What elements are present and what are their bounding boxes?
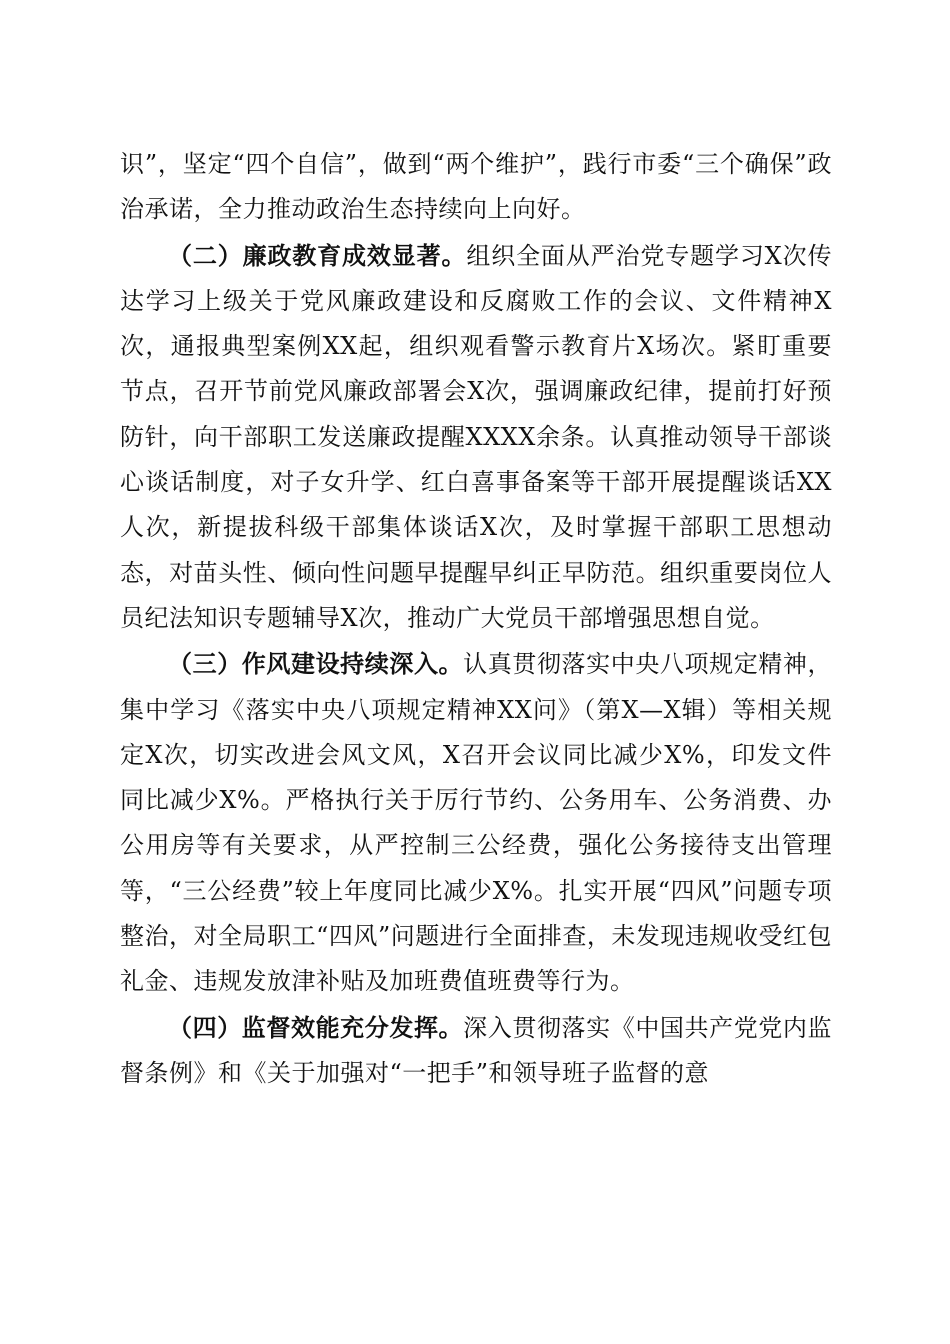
paragraph-supervision	[120, 1005, 832, 1097]
paragraph-integrity-education	[120, 233, 832, 642]
paragraph-body: 认真贯彻落实中央八项规定精神，集中学习《落实中央八项规定精神XX问》（第X—X辑）等相关规定X次，切实改进会风文风，X召开会议同比减少X%，印发文件同比减少X%。严格执行关于厉行节约、公务用车、公务消费、办公用房等有关要求，从严控制三公经费，强化公务接待支出管理等，“三公经费”较上年度同比减少X%。扎实开展“四风”问题专项整治，对全局职工“四风”问题进行全面排查，未发现违规收受红包礼金、违规发放津补贴及加班费值班费等行为。	[120, 650, 833, 996]
paragraph-body: 深入贯彻落实《中国共产党党内监督条例》和《关于加强对“一把手”和领导班子监督的意	[120, 1013, 833, 1087]
document-body	[120, 142, 832, 1096]
paragraph-body: 识”，坚定“四个自信”，做到“两个维护”，践行市委“三个确保”政治承诺，全力推动政治生态持续向上向好。	[120, 150, 832, 224]
section-heading-supervision: （四）监督效能充分发挥。	[168, 1012, 464, 1042]
section-heading-work-style: （三）作风建设持续深入。	[168, 649, 464, 679]
paragraph-body: 组织全面从严治党专题学习X次传达学习上级关于党风廉政建设和反腐败工作的会议、文件精神X次，通报典型案例XX起，组织观看警示教育片X场次。紧盯重要节点，召开节前党风廉政部署会X次，强调廉政纪律，提前打好预防针，向干部职工发送廉政提醒XXXX余条。认真推动领导干部谈心谈话制度，对子女升学、红白喜事备案等干部开展提醒谈话XX人次，新提拔科级干部集体谈话X次，及时掌握干部职工思想动态，对苗头性、倾向性问题早提醒早纠正早防范。组织重要岗位人员纪法知识专题辅导X次，推动广大党员干部增强思想自觉。	[120, 241, 832, 632]
section-heading-integrity-education: （二）廉政教育成效显著。	[168, 240, 467, 270]
paragraph-work-style	[120, 641, 832, 1004]
paragraph-continuation	[120, 142, 832, 233]
